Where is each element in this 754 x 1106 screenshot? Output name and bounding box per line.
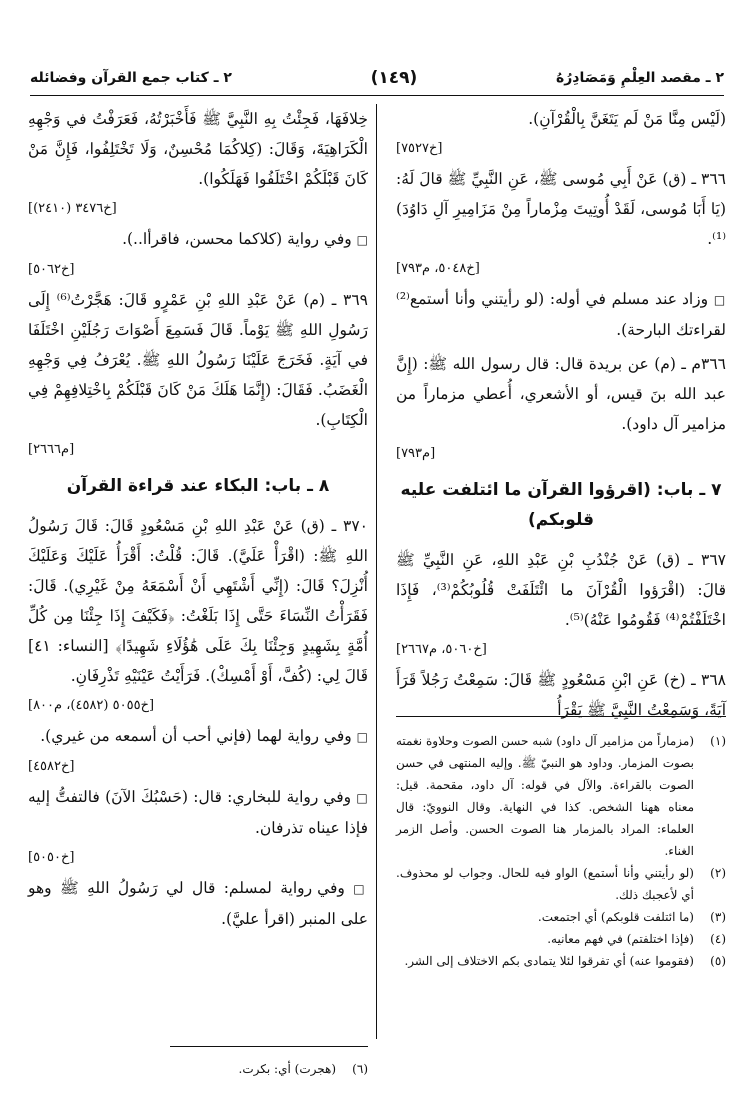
header-right-title: ٢ ـ مقصد العِلْمِ وَمَصَادِرُهُ <box>555 70 724 86</box>
narration-note: □ وفي رواية لهما (فإني أحب أن أسمعه من غيري). <box>40 727 368 745</box>
footnotes-right <box>396 730 726 972</box>
square-marker-icon: □ <box>356 791 368 805</box>
hadith-text: ٣٦٧ ـ (ق) عَنْ جُنْدُبِ بْنِ عَبْدِ اللهِ، عَنِ النَّبِيِّ ﷺ قالَ: (اقْرَؤوا الْقُرْآنَ ما ائْتَلَفَتْ قُلُوبُكُمْ⁽³⁾، فَإِذَا اخْتَلَفْتُمْ⁽⁴⁾ فَقُومُوا عَنْهُ)⁽⁵⁾. <box>396 551 727 629</box>
hadith-reference: [خ٥٠٥٠] <box>28 850 75 865</box>
footnote: (٦) (هجرت) أي: بكرت. <box>238 1062 368 1076</box>
hadith-reference: [خ٣٤٧٦ (٢٤١٠)] <box>28 201 117 216</box>
chapter-heading: ٨ ـ باب: البكاء عند قراءة القرآن <box>66 476 330 496</box>
page-header <box>30 64 724 92</box>
footnote: (٢) (لو رأيتني وأنا أستمع) الواو فيه للحال. وجواب لو محذوف. أي لأعجبك ذلك. <box>396 866 726 902</box>
square-marker-icon: □ <box>356 730 368 744</box>
footnote-rule <box>170 1046 368 1047</box>
hadith-reference: [خ٧٥٢٧] <box>396 141 443 156</box>
footnotes-left <box>28 1058 368 1080</box>
hadith-text: ٣٧٠ ـ (ق) عَنْ عَبْدِ اللهِ بْنِ مَسْعُودٍ قَالَ: قَالَ رَسُولُ اللهِ ﷺ: (اقْرَأْ عَلَيَّ). قَالَ: قُلْتُ: أَقْرَأُ عَلَيْكَ وَعَلَيْكَ أُنْزِلَ؟ قَالَ: (إِنِّي أَشْتَهِي أَنْ أَسْمَعَهُ مِنْ غَيْرِي). قَالَ: فَقَرَأْتُ النِّسَاءَ حَتَّى إِذَا بَلَغْتُ: ﴿فَكَيْفَ إِذَا جِئْنَا مِن كُلِّ أُمَّةٍ بِشَهِيدٍ وَجِئْنَا بِكَ عَلَى هَٰؤُلَاءِ شَهِيدًا﴾ [النساء: ٤١] قَالَ لِي: (كُفَّ، أَوْ أَمْسِكْ). فَرَأَيْتُ عَيْنَيْهِ تَذْرِفَانِ. <box>28 517 368 685</box>
hadith-text: ٣٦٦م ـ (م) عن بريدة قال: قال رسول الله ﷺ: (إِنَّ عبد الله بنَ قيس، أو الأشعري، أُعطي مزماراً من مزامير آل داود). <box>396 355 726 433</box>
header-rule <box>30 95 724 96</box>
hadith-text: ٣٦٦ ـ (ق) عَنْ أَبِي مُوسى ﷺ، عَنِ النَّبِيِّ ﷺ قالَ لَهُ: (يَا أَبَا مُوسى، لَقَدْ أُوتِيتَ مِزْماراً مِنْ مَزَامِيرِ آلِ دَاوُدَ)⁽¹⁾. <box>396 170 726 248</box>
square-marker-icon: □ <box>353 882 369 896</box>
chapter-heading: ٧ ـ باب: (اقرؤوا القرآن ما ائتلفت عليه قلوبكم) <box>400 480 722 530</box>
column-divider <box>376 104 377 1039</box>
left-column <box>28 104 368 938</box>
footnote-rule <box>396 716 726 717</box>
hadith-text: ٣٦٨ ـ (خ) عَنِ ابْنِ مَسْعُودٍ ﷺ قَالَ: سَمِعْتُ رَجُلاً قَرَأَ آيَةً، وَسَمِعْتُ النَّبِيَّ ﷺ يَقْرَأُ <box>396 671 726 719</box>
header-left-title: ٢ ـ كتاب جمع القرآن وفضائله <box>30 70 232 86</box>
hadith-text: خِلافَهَا، فَجِئْتُ بِهِ النَّبِيَّ ﷺ فَأَخْبَرْتُهُ، فَعَرَفْتُ في وَجْهِهِ الْكَرَاهِيَةَ، وَقَالَ: (كِلاكُمَا مُحْسِنٌ، وَلَا تَخْتَلِفُوا، فَإِنَّ مَنْ كَانَ قَبْلَكُمْ اخْتَلَفُوا فَهَلَكُوا). <box>28 110 368 188</box>
page-number: (١٤٩) <box>370 68 418 88</box>
footnote: (٣) (ما ائتلفت قلوبكم) أي اجتمعت. <box>537 910 726 924</box>
hadith-reference: [م٢٦٦٦] <box>28 442 75 457</box>
hadith-text: (لَيْس مِنَّا مَنْ لَم يَتَغَنَّ بِالْقُرْآنِ). <box>528 110 726 128</box>
hadith-reference: [خ٥٠٦٠، م٢٦٦٧] <box>396 642 487 657</box>
square-marker-icon: □ <box>356 233 368 247</box>
narration-note: □ وفي رواية للبخاري: قال: (حَسْبُكَ الآنَ) فالتفتُّ إليه فإذا عيناه تذرفان. <box>28 788 368 837</box>
narration-note: □ وفي رواية لمسلم: قال لي رَسُولُ اللهِ ﷺ وهو على المنبر (اقرأ عليَّ). <box>28 879 369 928</box>
hadith-text: ٣٦٩ ـ (م) عَنْ عَبْدِ اللهِ بْنِ عَمْرٍو قَالَ: هَجَّرْتُ⁽⁶⁾ إِلَى رَسُولِ اللهِ ﷺ يَوْماً. قَالَ فَسَمِعَ أَصْوَاتَ رَجُلَيْنِ اخْتَلَفَا في آيَةٍ. فَخَرَجَ عَلَيْنَا رَسُولُ اللهِ ﷺ. يُعْرَفُ فِي وَجْهِهِ الْغَضَبُ. فَقَالَ: (إِنَّمَا هَلَكَ مَنْ كَانَ قَبْلَكُمْ بِاخْتِلافِهِمْ فِي الْكِتَابِ). <box>28 291 368 429</box>
hadith-reference: [خ٥٠٤٨، م٧٩٣] <box>396 261 480 276</box>
footnote: (٥) (فقوموا عنه) أي تفرقوا لئلا يتمادى بكم الاختلاف إلى الشر. <box>404 954 726 968</box>
hadith-reference: [خ٥٠٦٢] <box>28 262 75 277</box>
right-column <box>396 104 726 729</box>
square-marker-icon: □ <box>713 293 726 307</box>
footnote: (٤) (فإذا اختلفتم) في فهم معانيه. <box>547 932 726 946</box>
hadith-reference: [م٧٩٣] <box>396 446 436 461</box>
hadith-reference: [خ٤٥٨٢] <box>28 759 75 774</box>
narration-note: □ وفي رواية (كلاكما محسن، فاقرأا..). <box>122 230 368 248</box>
hadith-reference: [خ٥٠٥٥ (٤٥٨٢)، م٨٠٠] <box>28 698 155 713</box>
footnote: (١) (مزماراً من مزامير آل داود) شبه حسن الصوت وحلاوة نغمته بصوت المزمار. وداود هو النبيّ ﷺ. وإليه المنتهى في حسن الصوت بالقراءة. والآل في قوله: آل داود، مقحمة. قيل: معناه ههنا الشخص. كذا في النهاية. وقال النوويّ: قال العلماء: المراد بالمزمار هنا الصوت الحسن. وأصل الزمر الغناء. <box>396 734 726 858</box>
narration-note: □ وزاد عند مسلم في أوله: (لو رأيتني وأنا أستمع⁽²⁾ لقراءتك البارحة). <box>396 290 726 339</box>
